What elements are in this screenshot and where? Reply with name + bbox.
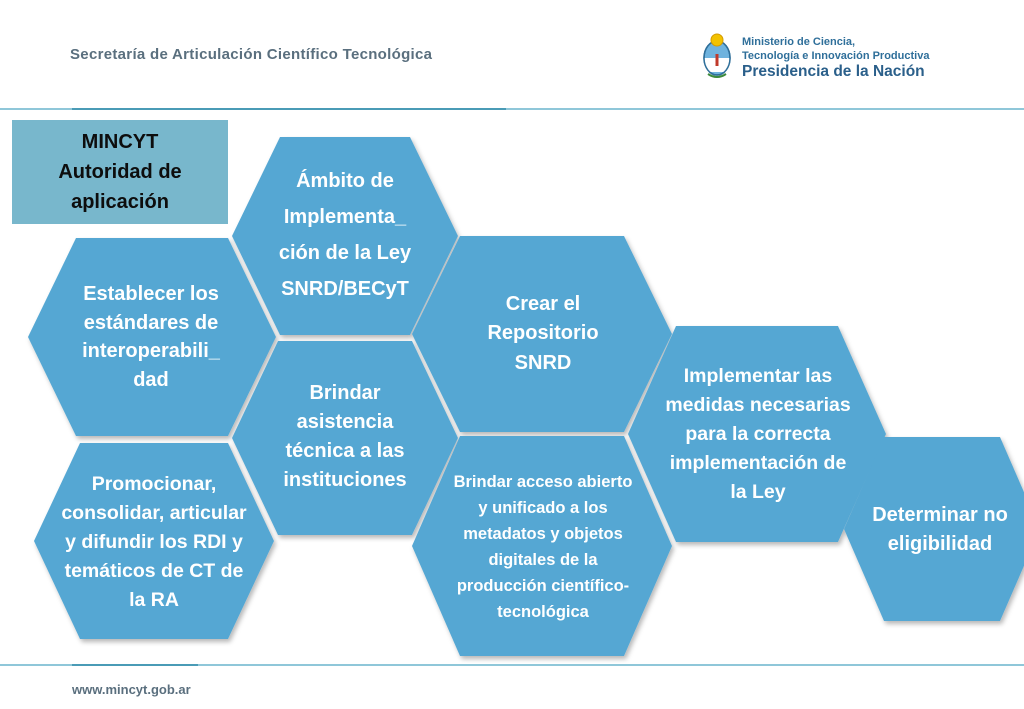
authority-line1: MINCYT — [81, 131, 159, 153]
footer-divider-accent — [72, 664, 198, 666]
header-title: Secretaría de Articulación Científico Tecnológica — [70, 46, 433, 63]
hex-text-ambito: Ámbito de Implementa_ ción de la Ley SNRD/BECyT — [278, 170, 412, 300]
authority-line2: Autoridad de — [58, 161, 182, 183]
hex-text-asistencia: Brindar asistencia técnica a las instituciones — [283, 382, 407, 491]
hex-text-estandares: Establecer los estándares de interoperabili_ dad — [82, 283, 220, 391]
hex-text-repositorio: Crear el Repositorio SNRD — [487, 292, 599, 374]
ministry-name-line1: Ministerio de Ciencia, — [742, 36, 856, 48]
hex-text-eligibilidad: Determinar no eligibilidad — [872, 503, 1008, 555]
hex-text-acceso: Brindar acceso abierto y unificado a los metadatos y objetos digitales de la producción científico-tecnológica — [453, 473, 633, 621]
hex-text-promocionar: Promocionar, consolidar, articular y difundir los RDI y temáticos de CT de la RA — [61, 472, 247, 611]
ministry-name-line2: Tecnología e Innovación Productiva — [742, 50, 930, 62]
footer-url-link[interactable]: www.mincyt.gob.ar — [72, 682, 191, 697]
hex-text-medidas: Implementar las medidas necesarias para la correcta implementación de la Ley — [665, 364, 851, 503]
authority-line3: aplicación — [71, 191, 169, 213]
presidency-label: Presidencia de la Nación — [742, 63, 925, 80]
